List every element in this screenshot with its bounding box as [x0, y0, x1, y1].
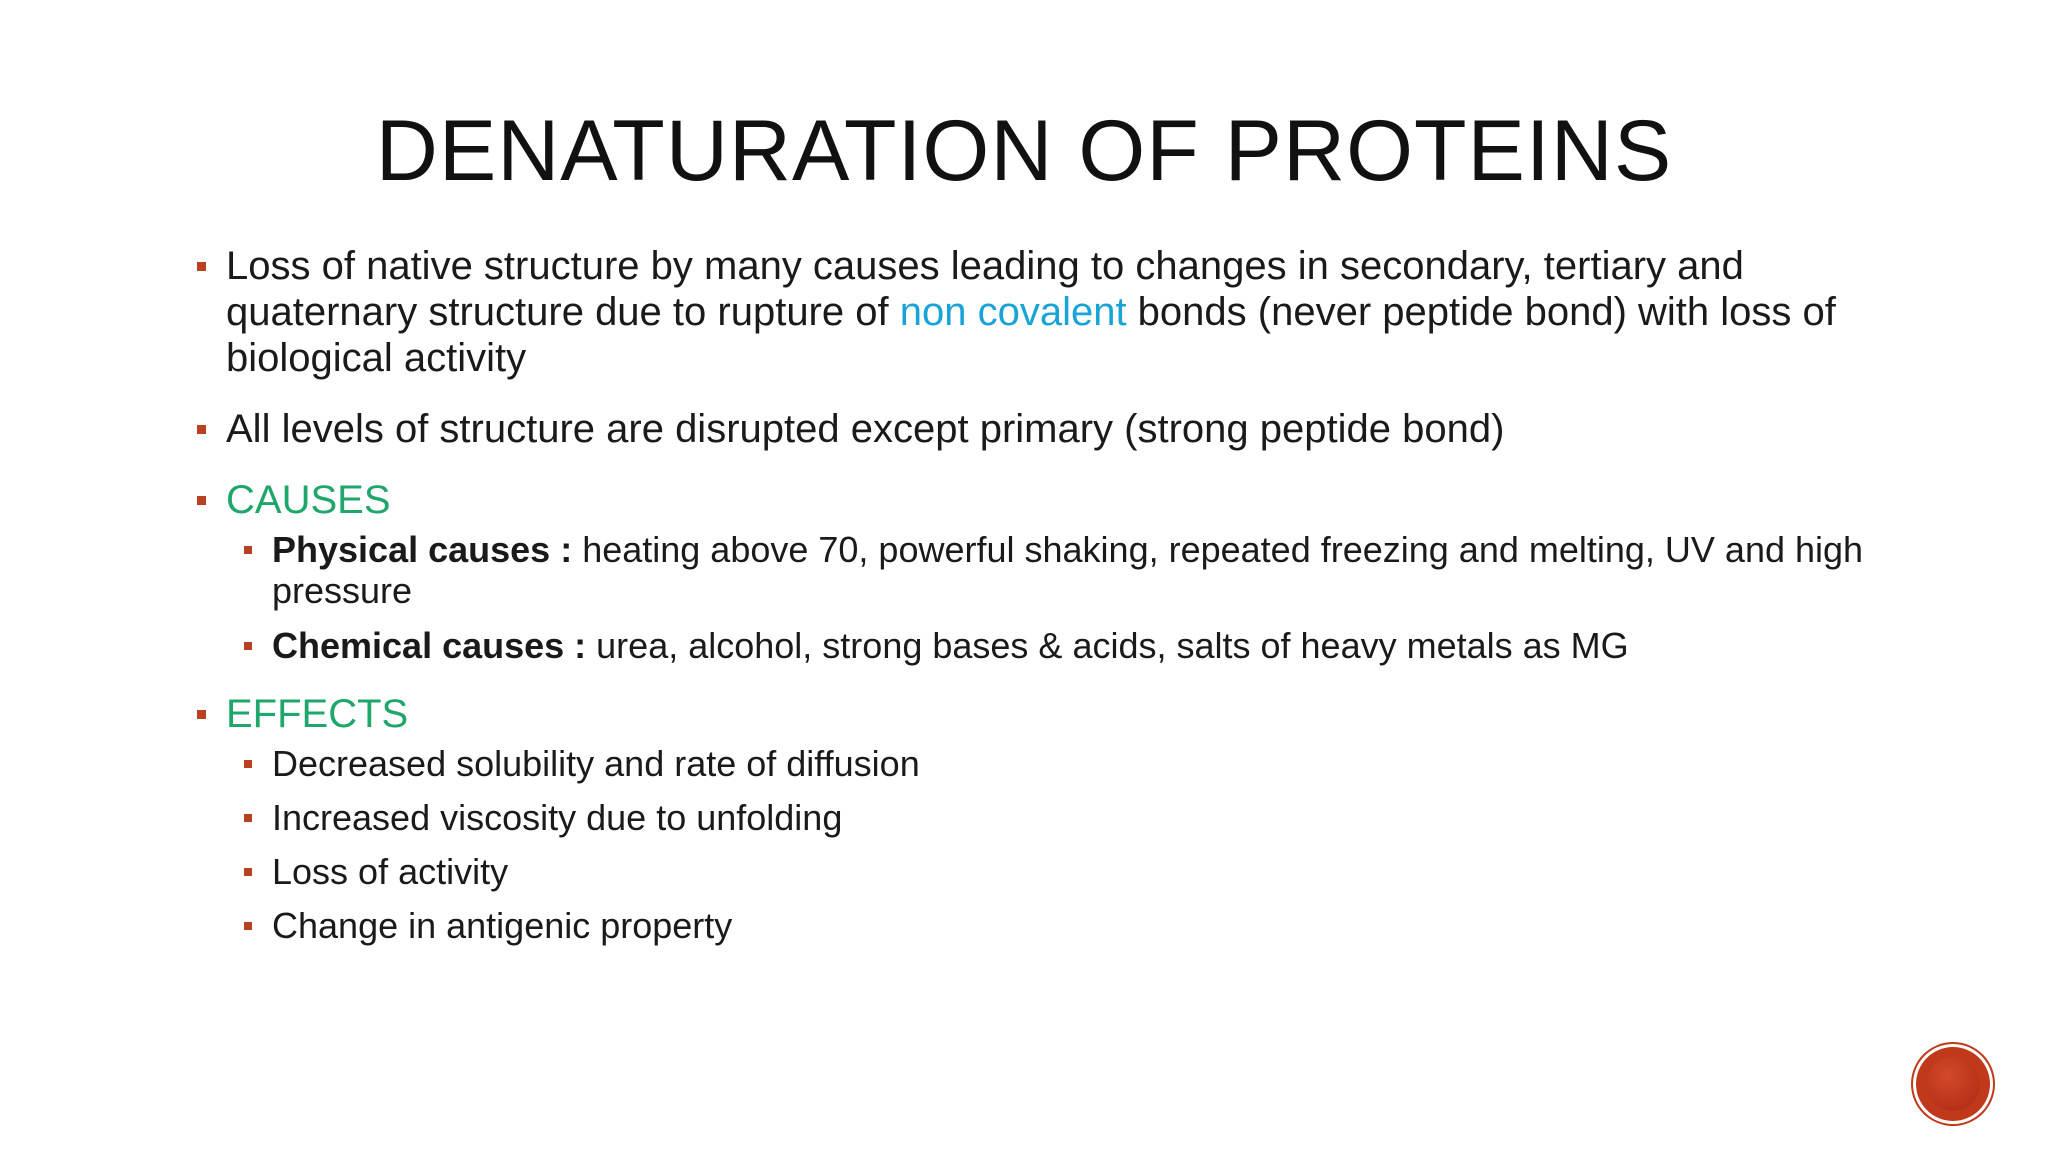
bullet-causes [194, 477, 1874, 666]
bullet-native-structure [194, 243, 1874, 381]
chemical-causes-label: Chemical causes : [272, 625, 587, 666]
effect-text: Change in antigenic property [272, 905, 733, 946]
slide-title: DENATURATION OF PROTEINS [375, 103, 1673, 199]
bullet-square-icon [197, 425, 206, 434]
sub-bullet-square-icon [244, 760, 252, 768]
slide-content [194, 243, 1874, 971]
causes-list [226, 529, 1874, 666]
causes-heading: CAUSES [226, 478, 391, 522]
effects-heading: EFFECTS [226, 692, 409, 736]
effect-item [194, 797, 1874, 838]
bullet-square-icon [197, 496, 206, 505]
bullet-square-icon [197, 710, 206, 719]
native-structure-text-end: bonds (never peptide bond) with loss of biological activity [226, 290, 1836, 380]
physical-causes-text: heating above 70, powerful shaking, repeated freezing and melting, UV and high pressure [272, 529, 1864, 611]
sub-bullet-square-icon [244, 814, 252, 822]
effect-text: Decreased solubility and rate of diffusion [272, 743, 920, 784]
sub-bullet-square-icon [244, 546, 252, 554]
native-structure-text-start: Loss of native structure by many causes leading to changes in secondary, tertiary and quaternary structure due to rupture of [226, 244, 1744, 334]
sub-bullet-square-icon [244, 642, 252, 650]
sub-bullet-square-icon [244, 922, 252, 930]
main-bullet-list [194, 243, 1874, 946]
physical-causes-label: Physical causes : [272, 529, 573, 570]
bullet-effects [194, 691, 1874, 946]
effects-list [226, 743, 1874, 946]
circle-button-icon[interactable] [1916, 1047, 1990, 1121]
sub-bullet-square-icon [244, 868, 252, 876]
chemical-causes-item [194, 625, 1874, 666]
levels-disrupted-text: All levels of structure are disrupted except primary (strong peptide bond) [226, 407, 1505, 451]
non-covalent-highlight: non covalent [899, 290, 1127, 334]
effect-item [194, 851, 1874, 892]
chemical-causes-text: urea, alcohol, strong bases & acids, salts of heavy metals as MG [586, 625, 1629, 666]
effect-item [194, 743, 1874, 784]
effect-text: Increased viscosity due to unfolding [272, 797, 843, 838]
physical-causes-item [194, 529, 1874, 611]
effect-text: Loss of activity [272, 851, 509, 892]
bullet-levels-disrupted [194, 406, 1874, 452]
effect-item [194, 905, 1874, 946]
bullet-square-icon [197, 262, 206, 271]
